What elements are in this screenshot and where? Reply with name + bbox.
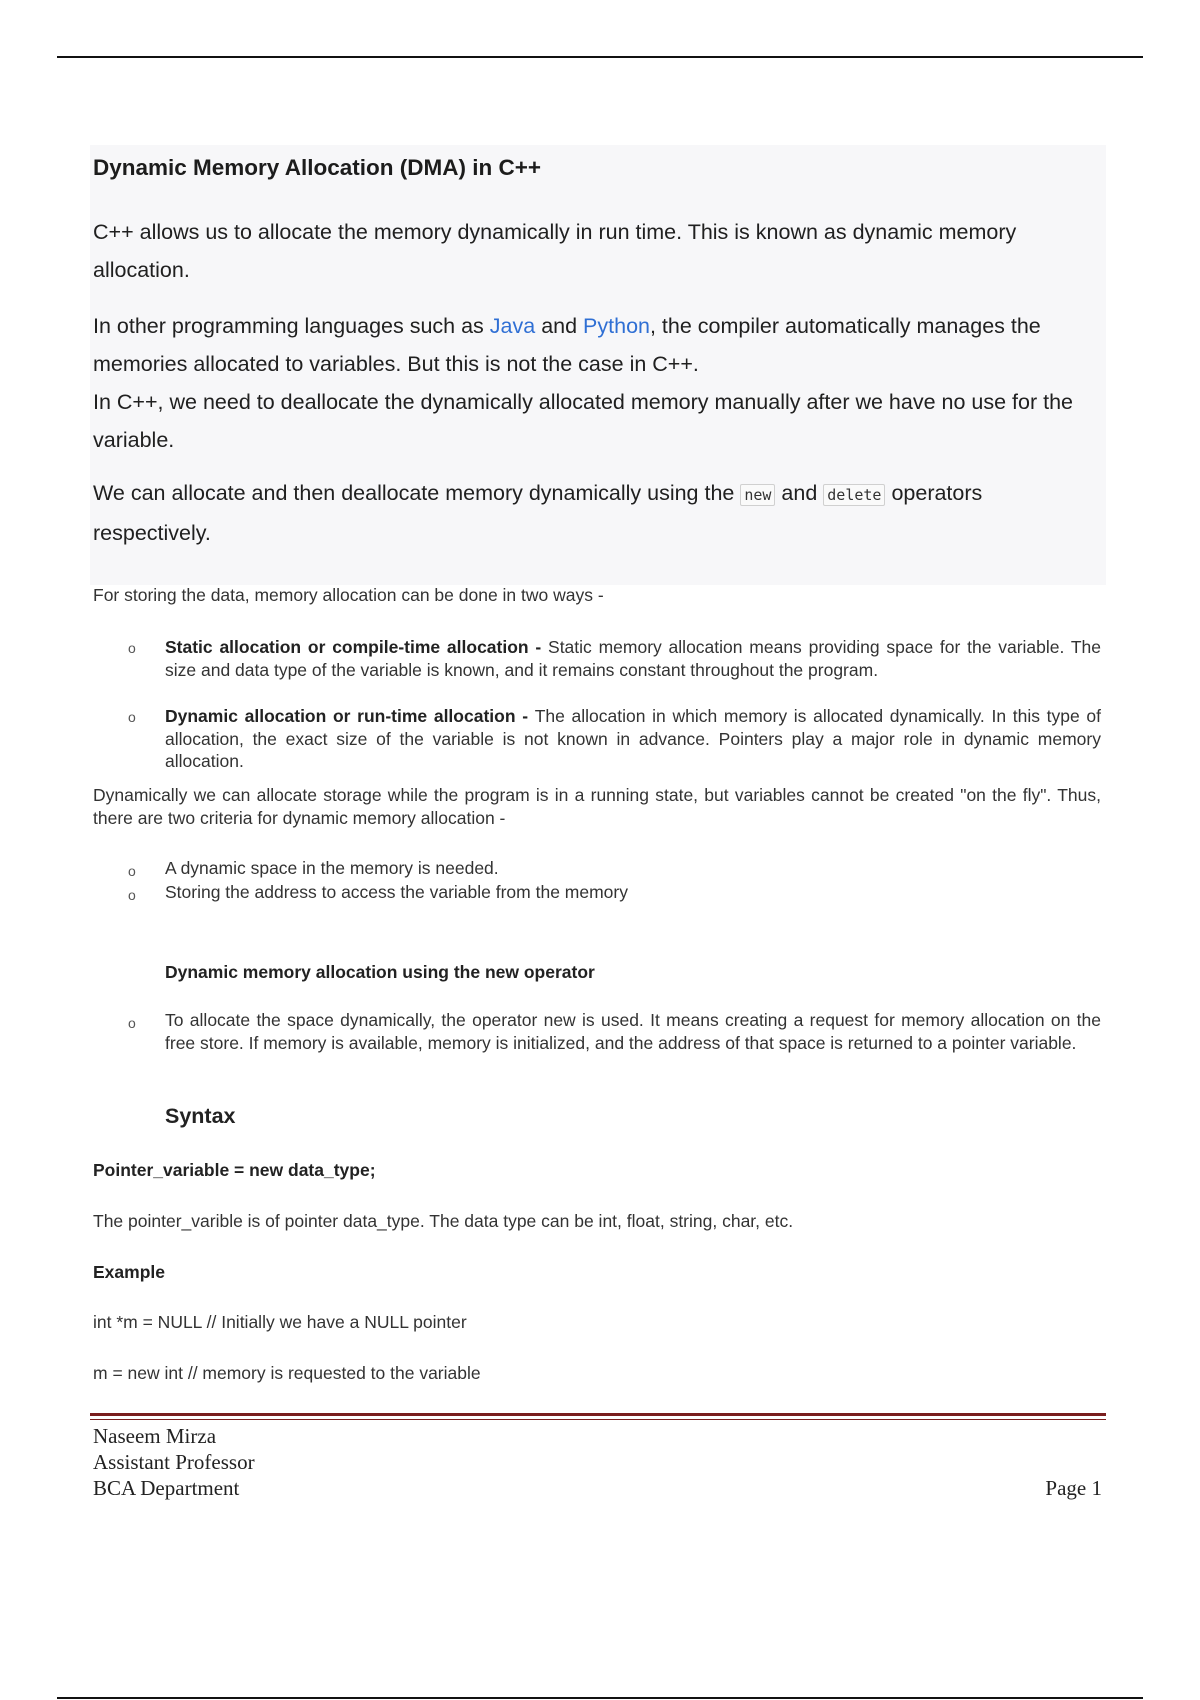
list-item-static: Static allocation or compile-time allocation - Static memory allocation means providing space for the variable. The size and data type of the variable is known, and it remains constant throughout the program. bbox=[165, 637, 1101, 680]
python-link[interactable]: Python bbox=[583, 314, 650, 338]
footer-department: BCA Department bbox=[93, 1476, 240, 1500]
java-link[interactable]: Java bbox=[489, 314, 536, 338]
syntax-heading: Syntax bbox=[165, 1104, 236, 1128]
bullet-icon: o bbox=[128, 640, 136, 656]
criteria-item-2: Storing the address to access the variable from the memory bbox=[165, 882, 628, 902]
example-line-2: m = new int // memory is requested to the variable bbox=[93, 1363, 481, 1383]
bullet-icon: o bbox=[128, 709, 136, 725]
footer-rule-thin bbox=[90, 1419, 1106, 1420]
pointer-description: The pointer_varible is of pointer data_type. The data type can be int, float, string, char, etc. bbox=[93, 1211, 794, 1231]
code-delete: delete bbox=[823, 484, 885, 506]
intro-section bbox=[90, 145, 1106, 585]
criteria-intro: Dynamically we can allocate storage while the program is in a running state, but variables cannot be created "on the fly". Thus, there are two criteria for dynamic memory allocation - bbox=[93, 785, 1101, 828]
new-operator-description: To allocate the space dynamically, the operator new is used. It means creating a request for memory allocation on the free store. If memory is available, memory is initialized, and the address of that space is returned to a pointer variable. bbox=[165, 1010, 1101, 1053]
footer-author-role: Assistant Professor bbox=[93, 1450, 255, 1474]
bullet-icon: o bbox=[128, 863, 136, 879]
bullet-icon: o bbox=[128, 1015, 136, 1031]
code-new: new bbox=[740, 484, 775, 506]
syntax-line: Pointer_variable = new data_type; bbox=[93, 1160, 376, 1180]
page-title: Dynamic Memory Allocation (DMA) in C++ bbox=[93, 155, 541, 180]
criteria-item-1: A dynamic space in the memory is needed. bbox=[165, 858, 499, 878]
new-operator-heading: Dynamic memory allocation using the new operator bbox=[165, 962, 595, 982]
example-heading: Example bbox=[93, 1262, 165, 1282]
bottom-rule bbox=[57, 1697, 1143, 1699]
intro-paragraph-4: We can allocate and then deallocate memory dynamically using the new and delete operators respectively. bbox=[93, 481, 983, 545]
example-line-1: int *m = NULL // Initially we have a NULL pointer bbox=[93, 1312, 467, 1332]
storage-intro: For storing the data, memory allocation can be done in two ways - bbox=[93, 585, 604, 605]
page-number: Page 1 bbox=[1045, 1476, 1102, 1500]
footer-author-name: Naseem Mirza bbox=[93, 1424, 217, 1448]
bullet-icon: o bbox=[128, 887, 136, 903]
intro-paragraph-2: In other programming languages such as Java and Python, the compiler automatically manages the memories allocated to variables. But this is not the case in C++. bbox=[93, 314, 1041, 376]
footer-rule bbox=[90, 1413, 1106, 1416]
intro-paragraph-1: C++ allows us to allocate the memory dynamically in run time. This is known as dynamic memory allocation. bbox=[93, 220, 1017, 282]
header-rule bbox=[57, 56, 1143, 58]
list-item-dynamic: Dynamic allocation or run-time allocation - The allocation in which memory is allocated dynamically. In this type of allocation, the exact size of the variable is not known in advance. Pointers play a major role in dynamic memory allocation. bbox=[165, 706, 1102, 771]
intro-paragraph-3: In C++, we need to deallocate the dynamically allocated memory manually after we have no use for the variable. bbox=[93, 390, 1073, 452]
